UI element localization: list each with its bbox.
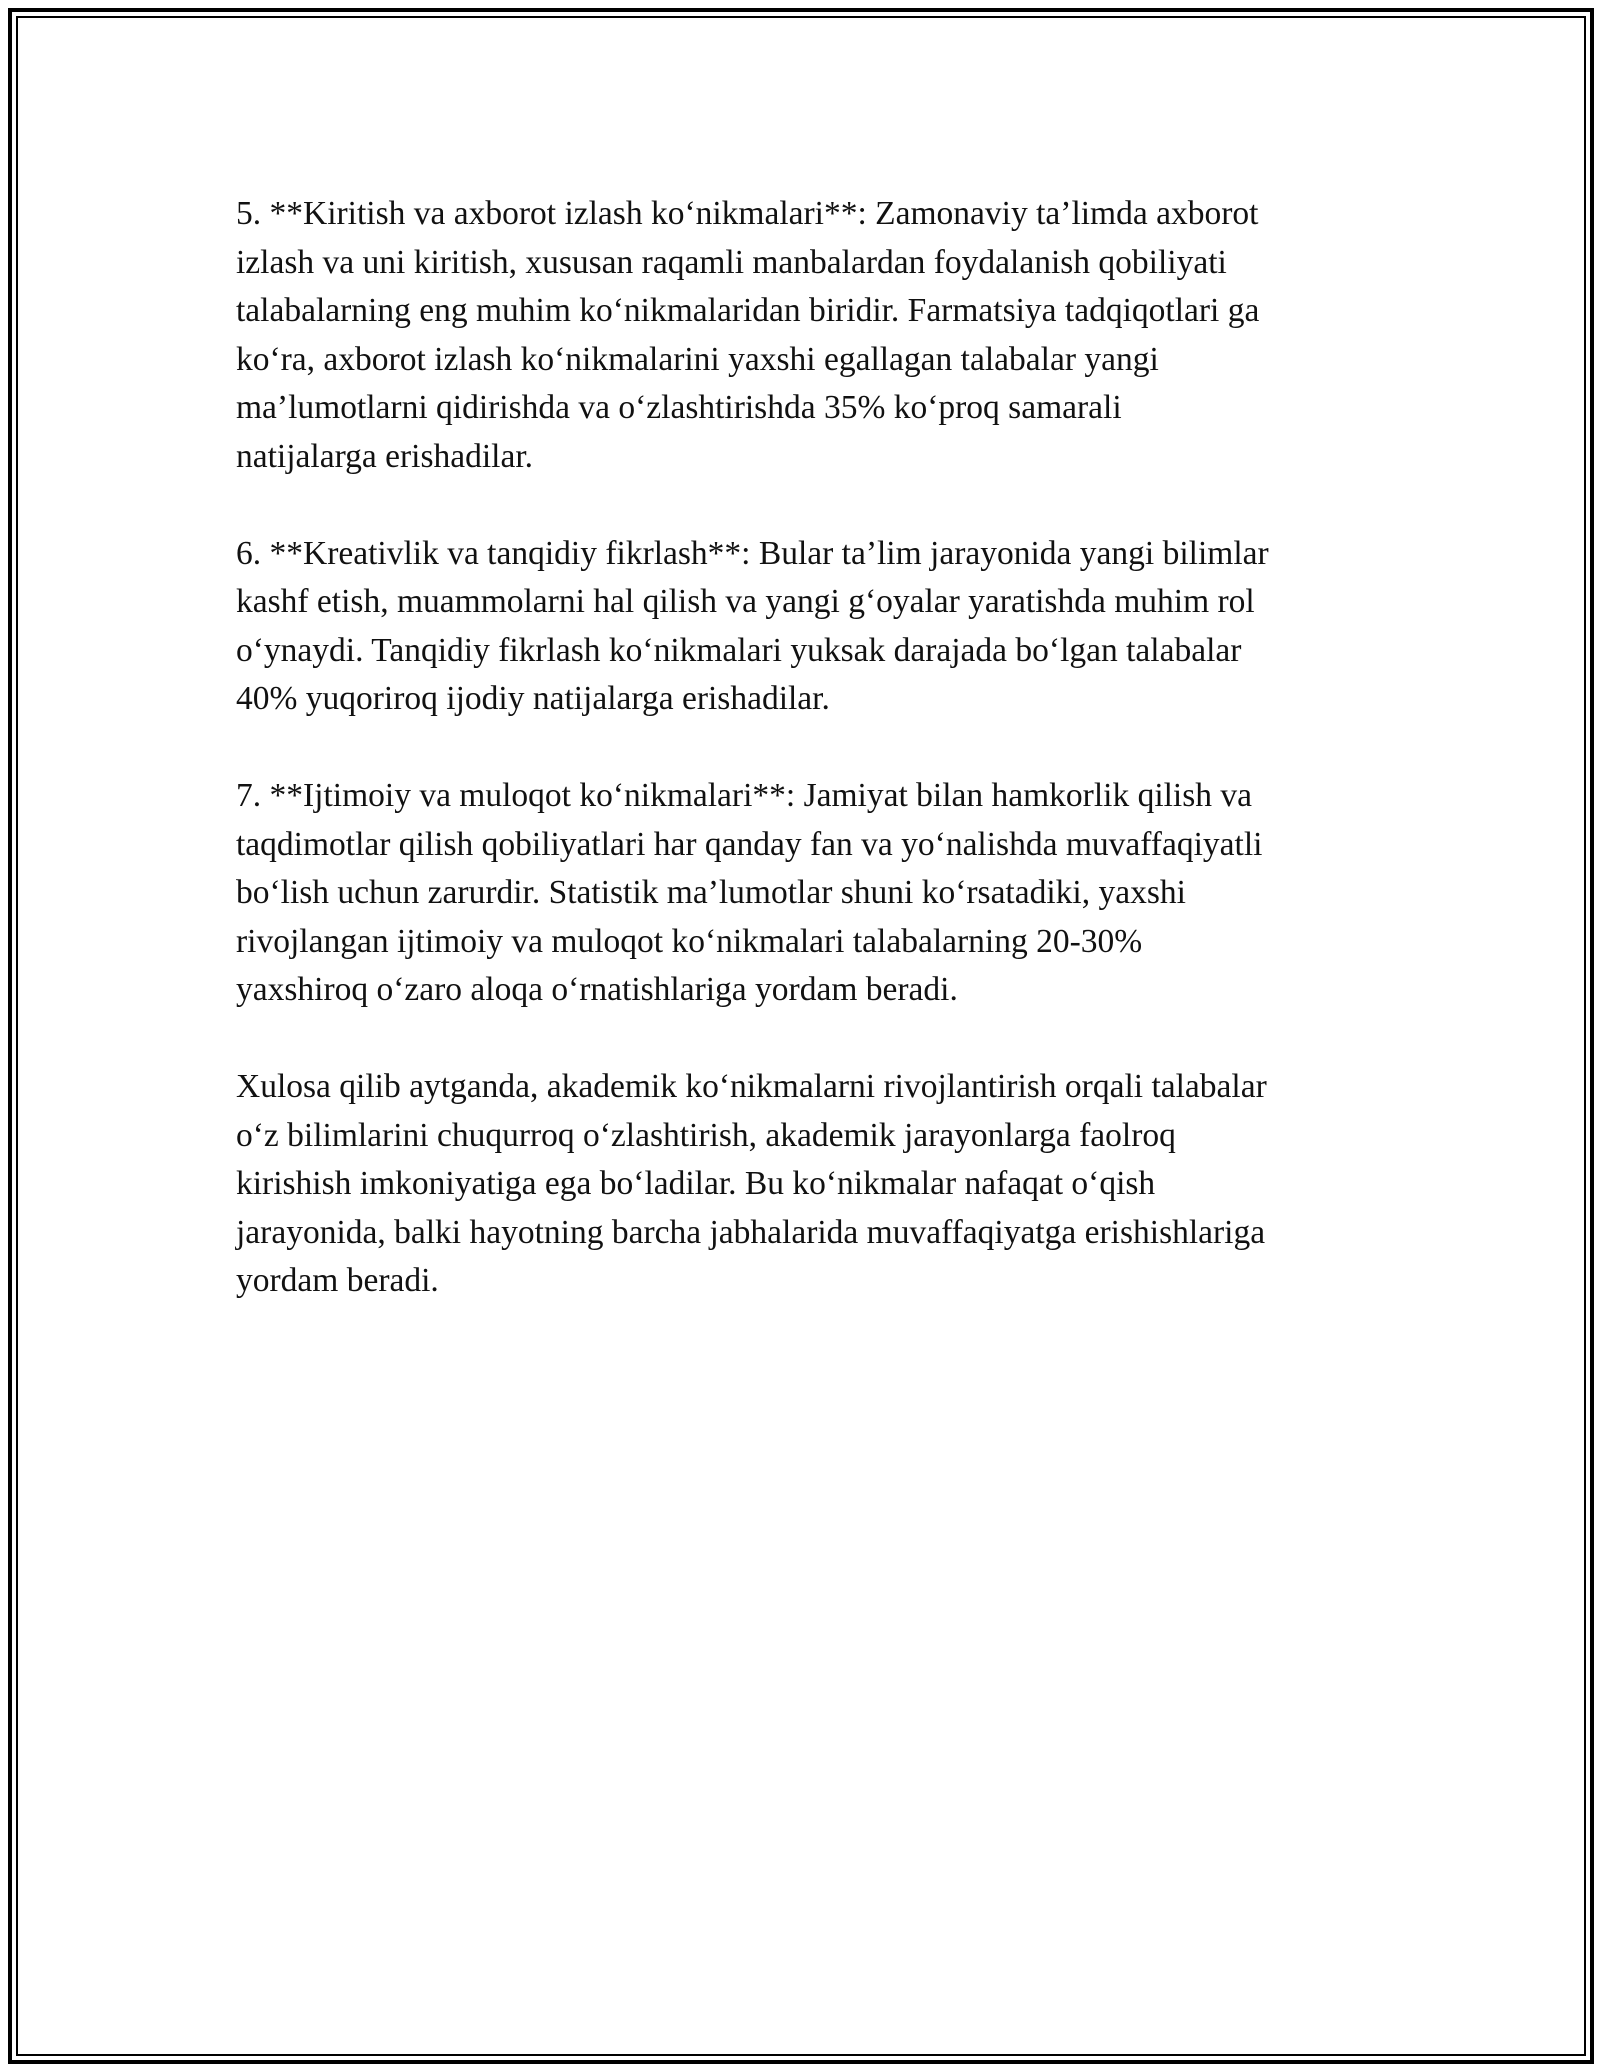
text-line: izlash va uni kiritish, xususan raqamli manbalardan foydalanish qobiliyati [236,243,1227,281]
text-line: 40% yuqoriroq ijodiy natijalarga erishadilar. [236,680,830,717]
text-line: jarayonida, balki hayotning barcha jabhalarida muvaffaqiyatga erishishlariga [236,1213,1266,1251]
document-body [236,190,1376,1354]
text-line: o‘ynaydi. Tanqidiy fikrlash ko‘nikmalari yuksak darajada bo‘lgan talabalar [236,631,1242,669]
text-line: 6. **Kreativlik va tanqidiy fikrlash**: Bular ta’lim jarayonida yangi bilimlar [236,534,1269,572]
text-line: o‘z bilimlarini chuqurroq o‘zlashtirish, akademik jarayonlarga faolroq [236,1116,1176,1154]
text-line: 7. **Ijtimoiy va muloqot ko‘nikmalari**: Jamiyat bilan hamkorlik qilish va [236,777,1253,814]
text-line: taqdimotlar qilish qobiliyatlari har qanday fan va yo‘nalishda muvaffaqiyatli [236,825,1263,863]
paragraph-kiritish-va-axborot [236,190,1376,481]
text-line: Xulosa qilib aytganda, akademik ko‘nikmalarni rivojlantirish orqali talabalar [236,1068,1267,1105]
text-line: rivojlangan ijtimoiy va muloqot ko‘nikmalari talabalarning 20-30% [236,922,1143,960]
text-line: kirishish imkoniyatiga ega bo‘ladilar. Bu ko‘nikmalar nafaqat o‘qish [236,1165,1156,1202]
paragraph-ijtimoiy-va-muloqot [236,772,1376,1015]
paragraph-kreativlik [236,530,1376,724]
text-line: ko‘ra, axborot izlash ko‘nikmalarini yaxshi egallagan talabalar yangi [236,340,1159,378]
text-line: 5. **Kiritish va axborot izlash ko‘nikmalari**: Zamonaviy ta’limda axborot [236,195,1259,232]
text-line: kashf etish, muammolarni hal qilish va yangi g‘oyalar yaratishda muhim rol [236,583,1255,620]
text-line: talabalarning eng muhim ko‘nikmalaridan biridir. Farmatsiya tadqiqotlari ga [236,292,1260,329]
paragraph-xulosa [236,1063,1376,1306]
text-line: natijalarga erishadilar. [236,437,534,475]
text-line: yordam beradi. [236,1262,439,1299]
text-line: ma’lumotlarni qidirishda va o‘zlashtirishda 35% ko‘proq samarali [236,389,1122,426]
text-line: yaxshiroq o‘zaro aloqa o‘rnatishlariga yordam beradi. [236,971,958,1008]
text-line: bo‘lish uchun zarurdir. Statistik ma’lumotlar shuni ko‘rsatadiki, yaxshi [236,874,1186,911]
